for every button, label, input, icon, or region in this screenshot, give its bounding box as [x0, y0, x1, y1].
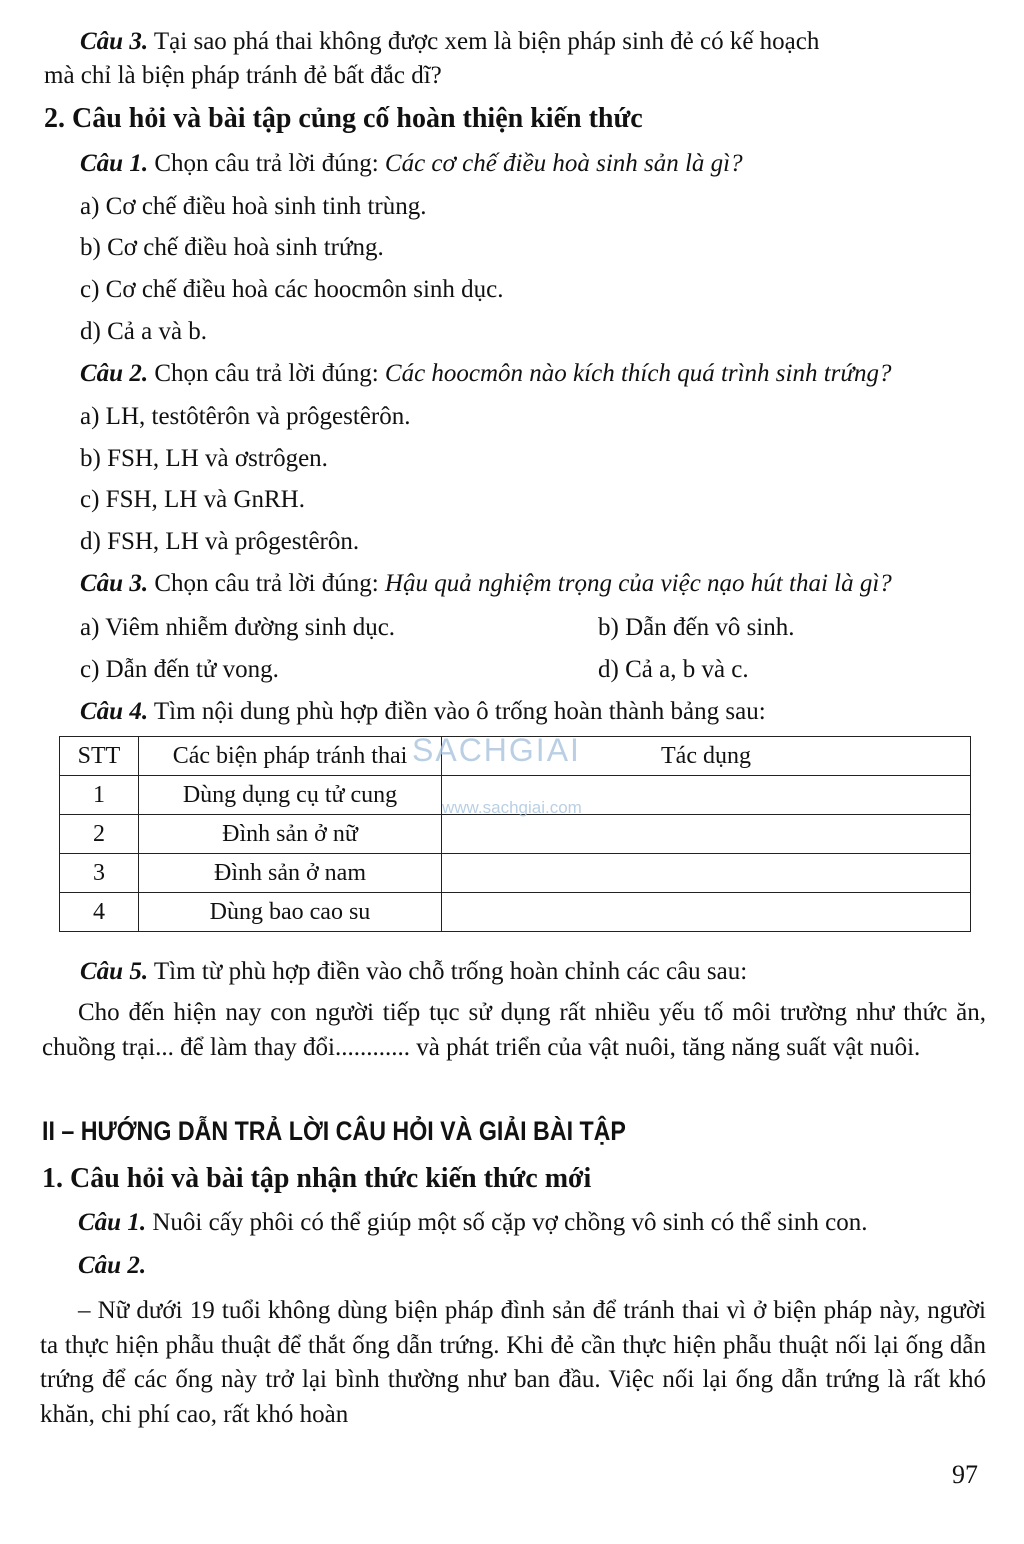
a1-text: Nuôi cấy phôi có thể giúp một số cặp vợ chồng vô sinh có thể sinh con. — [152, 1209, 868, 1236]
q3-top-line2: mà chỉ là biện pháp tránh đẻ bất đắc dĩ? — [44, 62, 442, 89]
a2-label: Câu 2. — [78, 1252, 147, 1279]
table-cell-effect — [442, 893, 971, 932]
q3-prompt: Chọn câu trả lời đúng: — [154, 570, 379, 597]
q3-question: Hậu quả nghiệm trọng của việc nạo hút thai là gì? — [384, 570, 892, 597]
q2-prompt: Chọn câu trả lời đúng: — [154, 360, 379, 387]
watermark-logo: SACHGIAI — [412, 732, 581, 768]
q2-option-c: c) FSH, LH và GnRH. — [80, 486, 305, 513]
table-header-stt: STT — [60, 737, 139, 776]
watermark — [412, 732, 582, 817]
table-cell-stt: 4 — [60, 893, 139, 932]
a1-line — [78, 1207, 868, 1239]
q1-label: Câu 1. — [80, 150, 149, 177]
q1-option-a: a) Cơ chế điều hoà sinh tinh trùng. — [80, 193, 427, 220]
q4-label: Câu 4. — [80, 698, 149, 725]
table-row — [60, 893, 971, 932]
table-cell-method: Dùng dụng cụ tử cung — [139, 776, 442, 815]
q3-top-label: Câu 3. — [80, 28, 149, 55]
table-cell-effect — [442, 815, 971, 854]
q3-label: Câu 3. — [80, 570, 149, 597]
q3-option-d: d) Cả a, b và c. — [598, 656, 749, 683]
q4-line — [80, 696, 766, 728]
section1-heading: 1. Câu hỏi và bài tập nhận thức kiến thức mới — [42, 1163, 592, 1194]
table-cell-method: Dùng bao cao su — [139, 893, 442, 932]
part2-heading: II – HƯỚNG DẪN TRẢ LỜI CÂU HỎI VÀ GIẢI BÀI TẬP — [42, 1116, 626, 1146]
q2-label: Câu 2. — [80, 360, 149, 387]
q3-option-c: c) Dẫn đến tử vong. — [80, 656, 279, 683]
q1-question: Các cơ chế điều hoà sinh sản là gì? — [384, 150, 743, 177]
q3-top-text: Tại sao phá thai không được xem là biện pháp sinh đẻ có kế hoạch — [153, 28, 820, 55]
q5-line — [80, 956, 747, 988]
q3-option-b: b) Dẫn đến vô sinh. — [598, 614, 795, 641]
q3-top-line1 — [80, 26, 819, 58]
q3-option-a: a) Viêm nhiễm đường sinh dục. — [80, 614, 396, 641]
q2-option-d: d) FSH, LH và prôgestêrôn. — [80, 528, 360, 555]
q2-option-b: b) FSH, LH và ơstrôgen. — [80, 445, 328, 472]
q1-option-b: b) Cơ chế điều hoà sinh trứng. — [80, 234, 384, 261]
watermark-url: www.sachgiai.com — [442, 798, 582, 817]
section2-heading: 2. Câu hỏi và bài tập củng cố hoàn thiện kiến thức — [44, 103, 643, 134]
q4-prompt: Tìm nội dung phù hợp điền vào ô trống hoàn thành bảng sau: — [153, 698, 766, 725]
q5-prompt: Tìm từ phù hợp điền vào chỗ trống hoàn chỉnh các câu sau: — [153, 958, 748, 985]
table-cell-stt: 1 — [60, 776, 139, 815]
a1-label: Câu 1. — [78, 1209, 147, 1236]
table-cell-stt: 3 — [60, 854, 139, 893]
q1-option-c: c) Cơ chế điều hoà các hoocmôn sinh dục. — [80, 276, 504, 303]
table-header-effect: Tác dụng — [442, 737, 971, 776]
page-number: 97 — [952, 1460, 978, 1489]
table-header-method: Các biện pháp tránh thai — [139, 737, 442, 776]
q5-label: Câu 5. — [80, 958, 149, 985]
table-cell-stt: 2 — [60, 815, 139, 854]
table-cell-method: Đình sản ở nam — [139, 854, 442, 893]
table-cell-method: Đình sản ở nữ — [139, 815, 442, 854]
q1-line — [80, 148, 743, 180]
a2-paragraph: – Nữ dưới 19 tuổi không dùng biện pháp đình sản để tránh thai vì ở biện pháp này, người ta thực hiện phẫu thuật để thắt ống dẫn trứng. Khi đẻ cần thực hiện phẫu thuật nối lại ống dẫn trứng để các ống này trở lại bình thường như ban đầu. Việc nối lại ống dẫn trứng là rất khó khăn, chi phí cao, rất khó hoàn — [40, 1297, 986, 1428]
q2-line — [80, 358, 892, 390]
table-row — [60, 815, 971, 854]
q3-line — [80, 568, 892, 600]
q5-paragraph: Cho đến hiện nay con người tiếp tục sử dụng rất nhiều yếu tố môi trường như thức ăn, chuồng trại... để làm thay đổi............ và phát triển của vật nuôi, tăng năng suất vật nuôi. — [42, 999, 986, 1061]
q2-option-a: a) LH, testôtêrôn và prôgestêrôn. — [80, 403, 411, 430]
q1-prompt: Chọn câu trả lời đúng: — [154, 150, 379, 177]
table-cell-effect — [442, 854, 971, 893]
table-row — [60, 854, 971, 893]
q1-option-d: d) Cả a và b. — [80, 318, 208, 345]
q2-question: Các hoocmôn nào kích thích quá trình sinh trứng? — [384, 360, 892, 387]
